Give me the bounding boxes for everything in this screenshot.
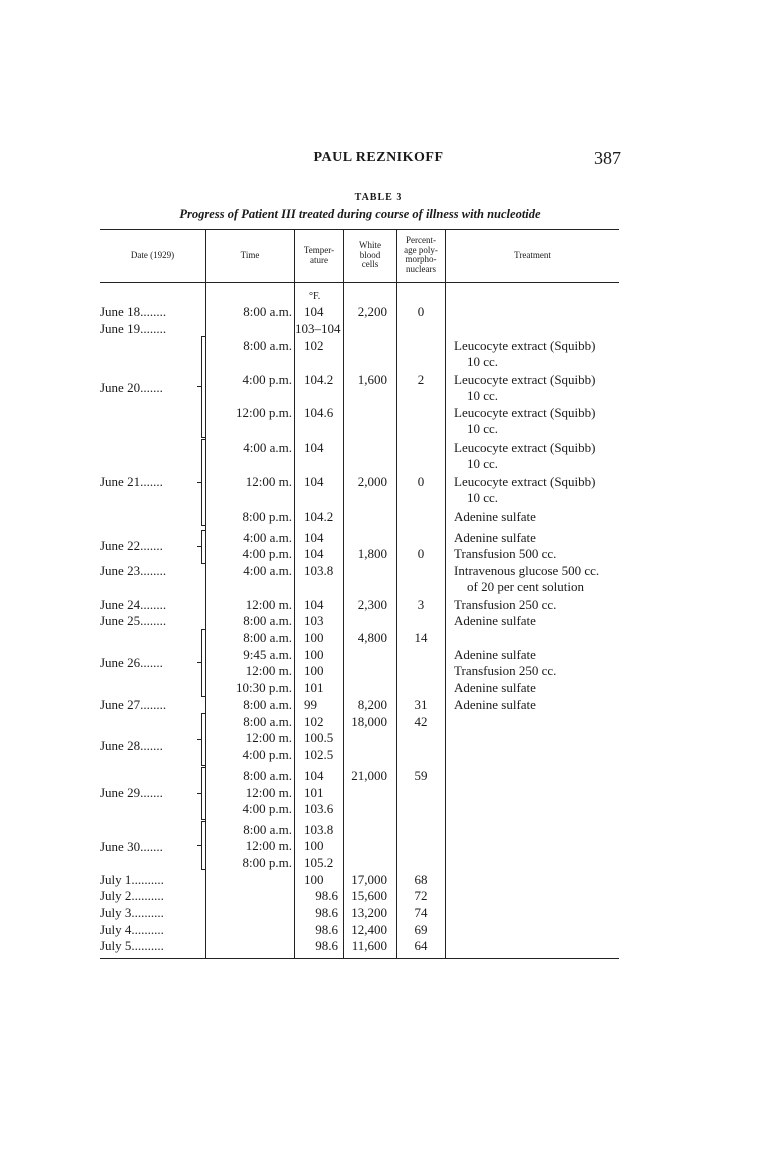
treatment-cell: Adenine sulfate	[454, 530, 536, 545]
column-header-wbc-line: White	[359, 240, 381, 250]
temperature-cell: 100	[304, 872, 324, 887]
column-header-time: Time	[240, 250, 260, 260]
column-divider	[396, 229, 397, 958]
time-cell: 12:00 m.	[245, 785, 292, 800]
time-cell: 10:30 p.m.	[236, 680, 292, 695]
temperature-cell: 104.2	[304, 372, 334, 387]
date-cell: June 21.......	[100, 474, 163, 489]
temperature-cell: 104	[304, 530, 324, 545]
time-cell: 8:00 a.m.	[243, 304, 292, 319]
temperature-cell: 104	[304, 768, 324, 783]
temperature-cell: 98.6	[315, 938, 338, 953]
date-cell: June 29.......	[100, 785, 163, 800]
date-cell: July 1..........	[100, 872, 164, 887]
date-group-brace	[201, 629, 206, 697]
date-group-brace-tip	[197, 386, 201, 387]
time-cell: 4:00 p.m.	[242, 546, 292, 561]
treatment-cell: Adenine sulfate	[454, 647, 536, 662]
white-blood-cells-cell: 2,000	[357, 474, 387, 489]
table-bottom-rule	[100, 958, 619, 959]
treatment-cell-continued: 10 cc.	[467, 456, 499, 471]
page-number: 387	[594, 148, 621, 168]
temperature-cell: 100.5	[304, 730, 334, 745]
temperature-cell: 103	[304, 613, 324, 628]
polymorphonuclears-cell: 42	[414, 714, 428, 729]
polymorphonuclears-cell: 14	[414, 630, 428, 645]
treatment-cell-continued: 10 cc.	[467, 388, 499, 403]
temperature-cell: 103.6	[304, 801, 334, 816]
temperature-unit: °F.	[309, 291, 321, 302]
time-cell: 4:00 p.m.	[242, 747, 292, 762]
date-group-brace	[201, 530, 206, 564]
temperature-cell: 102	[304, 338, 324, 353]
column-header-polymorphonuclears	[397, 236, 445, 274]
time-cell: 8:00 a.m.	[243, 822, 292, 837]
polymorphonuclears-cell: 31	[414, 697, 428, 712]
date-cell: July 2..........	[100, 888, 164, 903]
polymorphonuclears-cell: 59	[414, 768, 428, 783]
treatment-cell: Adenine sulfate	[454, 509, 536, 524]
white-blood-cells-cell: 1,600	[357, 372, 387, 387]
date-cell: June 28.......	[100, 738, 163, 753]
temperature-cell: 101	[304, 785, 324, 800]
temperature-cell: 104	[304, 546, 324, 561]
polymorphonuclears-cell: 0	[417, 304, 425, 319]
date-cell: June 25........	[100, 613, 167, 628]
temperature-cell: 104	[304, 440, 324, 455]
treatment-cell-continued: 10 cc.	[467, 490, 499, 505]
date-cell: June 26.......	[100, 655, 163, 670]
date-group-brace	[201, 821, 206, 870]
time-cell: 4:00 a.m.	[243, 563, 292, 578]
temperature-cell: 100	[304, 647, 324, 662]
time-cell: 8:00 p.m.	[242, 855, 292, 870]
treatment-cell-continued: of 20 per cent solution	[467, 579, 584, 594]
time-cell: 4:00 a.m.	[243, 530, 292, 545]
date-group-brace	[201, 767, 206, 820]
date-cell: June 20.......	[100, 380, 163, 395]
column-header-temperature-line: Temper-	[303, 245, 335, 255]
treatment-cell: Transfusion 250 cc.	[454, 663, 557, 678]
white-blood-cells-cell: 21,000	[351, 768, 387, 783]
date-group-brace	[201, 336, 206, 438]
polymorphonuclears-cell: 69	[414, 922, 428, 937]
treatment-cell-continued: 10 cc.	[467, 354, 499, 369]
date-cell: June 22.......	[100, 538, 163, 553]
white-blood-cells-cell: 2,300	[357, 597, 387, 612]
date-cell: June 23........	[100, 563, 167, 578]
table-caption: Progress of Patient III treated during course of illness with nucleotide	[179, 207, 541, 221]
white-blood-cells-cell: 1,800	[357, 546, 387, 561]
temperature-cell: 98.6	[315, 888, 338, 903]
polymorphonuclears-cell: 74	[414, 905, 428, 920]
polymorphonuclears-cell: 68	[414, 872, 428, 887]
polymorphonuclears-cell: 72	[414, 888, 428, 903]
treatment-cell: Adenine sulfate	[454, 613, 536, 628]
temperature-cell: 103.8	[304, 822, 334, 837]
white-blood-cells-cell: 15,600	[351, 888, 387, 903]
time-cell: 12:00 m.	[245, 597, 292, 612]
column-header-poly-line: Percent-	[406, 235, 436, 245]
polymorphonuclears-cell: 0	[417, 474, 425, 489]
time-cell: 12:00 m.	[245, 663, 292, 678]
temperature-cell: 102.5	[304, 747, 334, 762]
date-cell: June 24........	[100, 597, 167, 612]
treatment-cell: Intravenous glucose 500 cc.	[454, 563, 600, 578]
date-group-brace-tip	[197, 845, 201, 846]
date-group-brace-tip	[197, 793, 201, 794]
temperature-cell: 103–104	[295, 321, 341, 336]
date-group-brace-tip	[197, 482, 201, 483]
treatment-cell: Transfusion 500 cc.	[454, 546, 557, 561]
date-cell: June 30.......	[100, 839, 163, 854]
date-cell: June 18........	[100, 304, 167, 319]
temperature-cell: 99	[304, 697, 317, 712]
white-blood-cells-cell: 18,000	[351, 714, 387, 729]
time-cell: 12:00 p.m.	[236, 405, 292, 420]
temperature-cell: 103.8	[304, 563, 334, 578]
temperature-cell: 98.6	[315, 922, 338, 937]
treatment-cell: Leucocyte extract (Squibb)	[454, 474, 596, 489]
time-cell: 4:00 p.m.	[242, 801, 292, 816]
temperature-cell: 105.2	[304, 855, 334, 870]
table-top-rule	[100, 229, 619, 230]
time-cell: 12:00 m.	[245, 838, 292, 853]
date-group-brace	[201, 713, 206, 766]
running-header-author: PAUL REZNIKOFF	[313, 150, 444, 165]
column-header-wbc-line: blood	[359, 249, 381, 260]
temperature-cell: 102	[304, 714, 324, 729]
treatment-cell: Transfusion 250 cc.	[454, 597, 557, 612]
treatment-cell: Leucocyte extract (Squibb)	[454, 372, 596, 387]
column-header-temperature-line: ature	[310, 254, 328, 265]
header-bottom-rule	[100, 282, 619, 283]
temperature-cell: 101	[304, 680, 324, 695]
time-cell: 8:00 a.m.	[243, 613, 292, 628]
time-cell: 12:00 m.	[245, 730, 292, 745]
treatment-cell: Leucocyte extract (Squibb)	[454, 440, 596, 455]
time-cell: 8:00 a.m.	[243, 697, 292, 712]
column-header-date: Date (1929)	[130, 250, 175, 260]
column-header-wbc-line: cells	[361, 259, 379, 269]
date-cell: June 27........	[100, 697, 167, 712]
column-header-poly-line: nuclears	[406, 263, 436, 274]
date-group-brace	[201, 439, 206, 526]
column-divider	[343, 229, 344, 958]
time-cell: 8:00 a.m.	[243, 630, 292, 645]
date-cell: July 3..........	[100, 905, 164, 920]
treatment-cell: Adenine sulfate	[454, 697, 536, 712]
treatment-cell: Adenine sulfate	[454, 680, 536, 695]
white-blood-cells-cell: 4,800	[357, 630, 387, 645]
time-cell: 8:00 a.m.	[243, 338, 292, 353]
temperature-cell: 100	[304, 663, 324, 678]
date-cell: July 4..........	[100, 922, 164, 937]
treatment-cell: Leucocyte extract (Squibb)	[454, 405, 596, 420]
temperature-cell: 104	[304, 597, 324, 612]
temperature-cell: 100	[304, 838, 324, 853]
time-cell: 8:00 a.m.	[243, 714, 292, 729]
temperature-cell: 104.2	[304, 509, 334, 524]
date-group-brace-tip	[197, 662, 201, 663]
white-blood-cells-cell: 11,600	[351, 938, 387, 953]
column-header-treatment: Treatment	[514, 250, 551, 260]
date-group-brace-tip	[197, 546, 201, 547]
polymorphonuclears-cell: 0	[417, 546, 425, 561]
column-divider	[294, 229, 295, 958]
white-blood-cells-cell: 13,200	[351, 905, 387, 920]
column-header-poly-line: age poly-	[404, 244, 438, 255]
time-cell: 12:00 m.	[245, 474, 292, 489]
table-label: TABLE 3	[354, 192, 403, 203]
temperature-cell: 104.6	[304, 405, 334, 420]
column-header-poly-line: morpho-	[405, 254, 437, 264]
treatment-cell-continued: 10 cc.	[467, 421, 499, 436]
column-divider	[445, 229, 446, 958]
temperature-cell: 104	[304, 304, 324, 319]
time-cell: 4:00 a.m.	[243, 440, 292, 455]
time-cell: 8:00 p.m.	[242, 509, 292, 524]
date-group-brace-tip	[197, 739, 201, 740]
white-blood-cells-cell: 17,000	[351, 872, 387, 887]
time-cell: 4:00 p.m.	[242, 372, 292, 387]
column-header-temperature	[295, 246, 343, 265]
time-cell: 9:45 a.m.	[243, 647, 292, 662]
treatment-cell: Leucocyte extract (Squibb)	[454, 338, 596, 353]
white-blood-cells-cell: 8,200	[357, 697, 387, 712]
polymorphonuclears-cell: 2	[417, 372, 425, 387]
polymorphonuclears-cell: 3	[417, 597, 425, 612]
temperature-cell: 104	[304, 474, 324, 489]
temperature-cell: 98.6	[315, 905, 338, 920]
date-cell: July 5..........	[100, 938, 164, 953]
column-header-white-blood-cells	[344, 241, 396, 270]
white-blood-cells-cell: 12,400	[351, 922, 387, 937]
date-cell: June 19........	[100, 321, 167, 336]
polymorphonuclears-cell: 64	[414, 938, 428, 953]
white-blood-cells-cell: 2,200	[357, 304, 387, 319]
time-cell: 8:00 a.m.	[243, 768, 292, 783]
temperature-cell: 100	[304, 630, 324, 645]
